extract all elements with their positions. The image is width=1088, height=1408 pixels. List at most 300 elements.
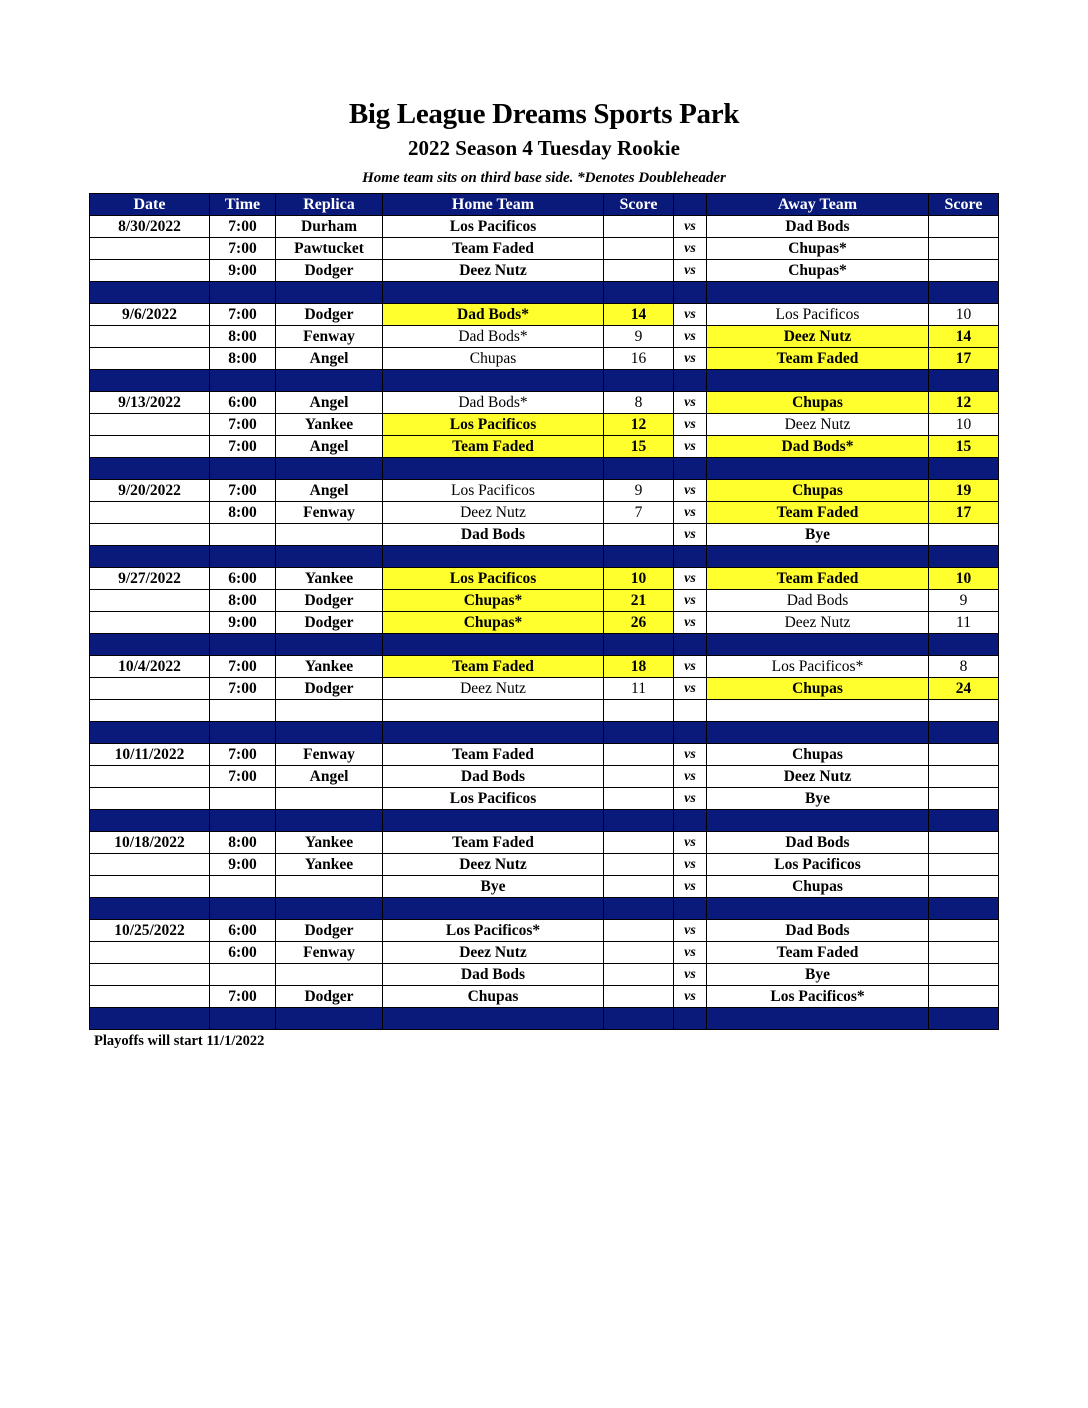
- col-header-time: Time: [210, 194, 276, 216]
- game-row: [90, 832, 999, 854]
- vs-label: vs: [674, 744, 707, 766]
- home-score: 15: [604, 436, 674, 458]
- col-header-vs: [674, 194, 707, 216]
- game-date: 9/27/2022: [90, 568, 210, 590]
- game-row: [90, 392, 999, 414]
- game-row: [90, 986, 999, 1008]
- separator-cell: [383, 370, 604, 392]
- vs-label: vs: [674, 590, 707, 612]
- separator-cell: [276, 810, 383, 832]
- home-team: Dad Bods*: [383, 392, 604, 414]
- vs-label: vs: [674, 502, 707, 524]
- home-score: [604, 832, 674, 854]
- home-score: [604, 942, 674, 964]
- empty-cell: [707, 700, 929, 722]
- separator-cell: [276, 282, 383, 304]
- separator-cell: [707, 898, 929, 920]
- separator-cell: [383, 282, 604, 304]
- separator-cell: [604, 282, 674, 304]
- game-field: Yankee: [276, 568, 383, 590]
- game-time: 6:00: [210, 942, 276, 964]
- home-score: [604, 744, 674, 766]
- vs-label: vs: [674, 854, 707, 876]
- separator-cell: [674, 370, 707, 392]
- game-row: [90, 766, 999, 788]
- home-team: Chupas*: [383, 612, 604, 634]
- empty-cell: [90, 700, 210, 722]
- home-team: Chupas*: [383, 590, 604, 612]
- home-score: 11: [604, 678, 674, 700]
- separator-cell: [929, 722, 999, 744]
- game-row: [90, 216, 999, 238]
- separator-cell: [210, 282, 276, 304]
- away-team: Chupas: [707, 392, 929, 414]
- away-team: Los Pacificos*: [707, 986, 929, 1008]
- away-team: Bye: [707, 524, 929, 546]
- separator-cell: [276, 1008, 383, 1030]
- vs-label: vs: [674, 238, 707, 260]
- away-team: Team Faded: [707, 502, 929, 524]
- game-date: [90, 502, 210, 524]
- away-team: Chupas*: [707, 238, 929, 260]
- game-field: Dodger: [276, 590, 383, 612]
- away-team: Deez Nutz: [707, 326, 929, 348]
- game-field: Yankee: [276, 414, 383, 436]
- col-header-home-team: Home Team: [383, 194, 604, 216]
- separator-cell: [707, 458, 929, 480]
- vs-label: vs: [674, 436, 707, 458]
- game-row: [90, 678, 999, 700]
- home-team: Dad Bods: [383, 964, 604, 986]
- empty-cell: [674, 700, 707, 722]
- away-team: Los Pacificos: [707, 304, 929, 326]
- page-title: Big League Dreams Sports Park: [348, 98, 740, 130]
- separator-cell: [210, 634, 276, 656]
- home-score: [604, 920, 674, 942]
- away-score: 24: [929, 678, 999, 700]
- home-team: Deez Nutz: [383, 942, 604, 964]
- away-team: Bye: [707, 788, 929, 810]
- game-row: [90, 590, 999, 612]
- game-date: [90, 436, 210, 458]
- week-separator-row: [90, 458, 999, 480]
- separator-cell: [90, 370, 210, 392]
- separator-cell: [674, 634, 707, 656]
- vs-label: vs: [674, 414, 707, 436]
- away-team: Dad Bods: [707, 920, 929, 942]
- game-field: Yankee: [276, 656, 383, 678]
- separator-cell: [674, 898, 707, 920]
- separator-cell: [929, 898, 999, 920]
- away-team: Dad Bods: [707, 590, 929, 612]
- home-team: Los Pacificos: [383, 568, 604, 590]
- home-team: Los Pacificos: [383, 216, 604, 238]
- home-team: Team Faded: [383, 832, 604, 854]
- vs-label: vs: [674, 304, 707, 326]
- game-field: [276, 876, 383, 898]
- game-field: Dodger: [276, 612, 383, 634]
- away-score: [929, 876, 999, 898]
- away-score: 15: [929, 436, 999, 458]
- game-field: Fenway: [276, 502, 383, 524]
- vs-label: vs: [674, 656, 707, 678]
- game-field: Dodger: [276, 304, 383, 326]
- game-time: 7:00: [210, 744, 276, 766]
- away-score: [929, 942, 999, 964]
- game-field: Angel: [276, 766, 383, 788]
- col-header-replica: Replica: [276, 194, 383, 216]
- game-field: Dodger: [276, 920, 383, 942]
- table-header-row: [90, 194, 999, 216]
- game-field: [276, 524, 383, 546]
- home-team: Team Faded: [383, 436, 604, 458]
- separator-cell: [929, 370, 999, 392]
- home-score: [604, 216, 674, 238]
- game-field: Angel: [276, 480, 383, 502]
- away-team: Team Faded: [707, 568, 929, 590]
- away-score: 9: [929, 590, 999, 612]
- separator-cell: [929, 458, 999, 480]
- game-date: 10/11/2022: [90, 744, 210, 766]
- separator-cell: [674, 810, 707, 832]
- separator-cell: [383, 722, 604, 744]
- home-score: 21: [604, 590, 674, 612]
- game-date: [90, 612, 210, 634]
- separator-cell: [276, 634, 383, 656]
- game-row: [90, 744, 999, 766]
- away-team: Chupas: [707, 744, 929, 766]
- game-date: [90, 986, 210, 1008]
- game-row: [90, 480, 999, 502]
- home-team: Los Pacificos: [383, 788, 604, 810]
- game-row: [90, 260, 999, 282]
- game-date: [90, 414, 210, 436]
- game-date: [90, 326, 210, 348]
- away-score: 10: [929, 304, 999, 326]
- game-date: [90, 590, 210, 612]
- game-date: 10/18/2022: [90, 832, 210, 854]
- separator-cell: [707, 810, 929, 832]
- away-team: Deez Nutz: [707, 612, 929, 634]
- away-team: Los Pacificos: [707, 854, 929, 876]
- game-time: 9:00: [210, 260, 276, 282]
- away-score: 8: [929, 656, 999, 678]
- vs-label: vs: [674, 986, 707, 1008]
- separator-cell: [383, 898, 604, 920]
- game-field: Fenway: [276, 326, 383, 348]
- game-field: Durham: [276, 216, 383, 238]
- game-date: [90, 260, 210, 282]
- game-date: 10/4/2022: [90, 656, 210, 678]
- game-date: [90, 854, 210, 876]
- game-field: Angel: [276, 436, 383, 458]
- home-score: 9: [604, 480, 674, 502]
- home-score: 14: [604, 304, 674, 326]
- week-separator-row: [90, 810, 999, 832]
- separator-cell: [90, 898, 210, 920]
- home-score: 9: [604, 326, 674, 348]
- vs-label: vs: [674, 942, 707, 964]
- away-team: Team Faded: [707, 348, 929, 370]
- game-time: 7:00: [210, 656, 276, 678]
- game-date: [90, 238, 210, 260]
- game-row: [90, 612, 999, 634]
- home-team: Team Faded: [383, 238, 604, 260]
- away-team: Dad Bods: [707, 832, 929, 854]
- separator-cell: [707, 722, 929, 744]
- game-time: 8:00: [210, 832, 276, 854]
- away-team: Chupas*: [707, 260, 929, 282]
- home-team: Team Faded: [383, 656, 604, 678]
- separator-cell: [707, 546, 929, 568]
- away-team: Dad Bods: [707, 216, 929, 238]
- schedule-note: Home team sits on third base side. *Denotes Doubleheader: [362, 170, 726, 186]
- away-score: 10: [929, 414, 999, 436]
- game-time: 7:00: [210, 480, 276, 502]
- game-date: [90, 678, 210, 700]
- separator-cell: [276, 370, 383, 392]
- separator-cell: [210, 722, 276, 744]
- home-team: Chupas: [383, 348, 604, 370]
- empty-cell: [210, 700, 276, 722]
- game-row: [90, 876, 999, 898]
- separator-cell: [383, 546, 604, 568]
- vs-label: vs: [674, 524, 707, 546]
- game-field: [276, 964, 383, 986]
- separator-cell: [604, 370, 674, 392]
- game-time: [210, 788, 276, 810]
- separator-cell: [276, 722, 383, 744]
- separator-cell: [604, 546, 674, 568]
- week-separator-row: [90, 722, 999, 744]
- separator-cell: [674, 458, 707, 480]
- game-row: [90, 942, 999, 964]
- game-row: [90, 964, 999, 986]
- separator-cell: [210, 898, 276, 920]
- home-score: [604, 524, 674, 546]
- vs-label: vs: [674, 568, 707, 590]
- game-row: [90, 920, 999, 942]
- game-row: [90, 348, 999, 370]
- away-score: 10: [929, 568, 999, 590]
- week-separator-row: [90, 898, 999, 920]
- vs-label: vs: [674, 832, 707, 854]
- game-date: [90, 766, 210, 788]
- game-time: [210, 524, 276, 546]
- away-score: [929, 920, 999, 942]
- away-team: Team Faded: [707, 942, 929, 964]
- page-subtitle: 2022 Season 4 Tuesday Rookie: [408, 136, 680, 160]
- vs-label: vs: [674, 678, 707, 700]
- game-time: 9:00: [210, 854, 276, 876]
- vs-label: vs: [674, 788, 707, 810]
- game-date: [90, 348, 210, 370]
- away-score: [929, 744, 999, 766]
- game-row: [90, 326, 999, 348]
- empty-cell: [604, 700, 674, 722]
- away-score: 12: [929, 392, 999, 414]
- separator-cell: [210, 370, 276, 392]
- game-field: Pawtucket: [276, 238, 383, 260]
- game-time: 8:00: [210, 502, 276, 524]
- away-score: [929, 854, 999, 876]
- separator-cell: [604, 898, 674, 920]
- separator-cell: [604, 810, 674, 832]
- away-team: Chupas: [707, 678, 929, 700]
- away-score: [929, 260, 999, 282]
- game-date: [90, 788, 210, 810]
- away-team: Chupas: [707, 876, 929, 898]
- col-header-home-score: Score: [604, 194, 674, 216]
- game-row: [90, 502, 999, 524]
- home-team: Team Faded: [383, 744, 604, 766]
- away-score: [929, 964, 999, 986]
- col-header-away-score: Score: [929, 194, 999, 216]
- away-score: [929, 788, 999, 810]
- away-team: Bye: [707, 964, 929, 986]
- home-score: 12: [604, 414, 674, 436]
- game-row: [90, 436, 999, 458]
- separator-cell: [210, 1008, 276, 1030]
- home-team: Chupas: [383, 986, 604, 1008]
- game-time: 6:00: [210, 392, 276, 414]
- game-row: [90, 656, 999, 678]
- home-score: [604, 964, 674, 986]
- vs-label: vs: [674, 480, 707, 502]
- game-field: Fenway: [276, 942, 383, 964]
- home-score: 8: [604, 392, 674, 414]
- separator-cell: [707, 370, 929, 392]
- vs-label: vs: [674, 260, 707, 282]
- week-separator-row: [90, 546, 999, 568]
- game-date: 10/25/2022: [90, 920, 210, 942]
- away-team: Los Pacificos*: [707, 656, 929, 678]
- away-score: 17: [929, 502, 999, 524]
- home-score: [604, 986, 674, 1008]
- home-team: Deez Nutz: [383, 678, 604, 700]
- away-score: 14: [929, 326, 999, 348]
- game-field: [276, 788, 383, 810]
- separator-cell: [276, 458, 383, 480]
- game-row: [90, 304, 999, 326]
- home-score: 7: [604, 502, 674, 524]
- home-score: [604, 238, 674, 260]
- separator-cell: [210, 546, 276, 568]
- home-team: Los Pacificos: [383, 414, 604, 436]
- vs-label: vs: [674, 766, 707, 788]
- game-date: [90, 964, 210, 986]
- vs-label: vs: [674, 348, 707, 370]
- home-team: Dad Bods*: [383, 304, 604, 326]
- game-row: [90, 854, 999, 876]
- home-team: Dad Bods: [383, 524, 604, 546]
- week-separator-row: [90, 1008, 999, 1030]
- week-separator-row: [90, 634, 999, 656]
- empty-row: [90, 700, 999, 722]
- game-time: 8:00: [210, 348, 276, 370]
- home-score: [604, 260, 674, 282]
- game-field: Dodger: [276, 678, 383, 700]
- vs-label: vs: [674, 876, 707, 898]
- game-row: [90, 568, 999, 590]
- away-score: [929, 238, 999, 260]
- separator-cell: [276, 546, 383, 568]
- separator-cell: [604, 722, 674, 744]
- game-date: 9/20/2022: [90, 480, 210, 502]
- game-time: 8:00: [210, 326, 276, 348]
- game-time: 7:00: [210, 678, 276, 700]
- separator-cell: [707, 282, 929, 304]
- separator-cell: [90, 458, 210, 480]
- home-team: Dad Bods: [383, 766, 604, 788]
- week-separator-row: [90, 370, 999, 392]
- away-team: Dad Bods*: [707, 436, 929, 458]
- empty-cell: [276, 700, 383, 722]
- game-date: [90, 942, 210, 964]
- away-score: [929, 524, 999, 546]
- game-time: 7:00: [210, 238, 276, 260]
- game-time: 6:00: [210, 568, 276, 590]
- separator-cell: [90, 546, 210, 568]
- game-field: Yankee: [276, 854, 383, 876]
- empty-cell: [929, 700, 999, 722]
- col-header-away-team: Away Team: [707, 194, 929, 216]
- separator-cell: [674, 282, 707, 304]
- separator-cell: [90, 722, 210, 744]
- schedule-body: [90, 216, 999, 1030]
- separator-cell: [90, 282, 210, 304]
- separator-cell: [707, 634, 929, 656]
- game-field: Fenway: [276, 744, 383, 766]
- separator-cell: [604, 458, 674, 480]
- away-score: 19: [929, 480, 999, 502]
- game-date: 9/13/2022: [90, 392, 210, 414]
- home-team: Deez Nutz: [383, 854, 604, 876]
- home-score: 18: [604, 656, 674, 678]
- col-header-date: Date: [90, 194, 210, 216]
- away-team: Deez Nutz: [707, 766, 929, 788]
- game-date: 8/30/2022: [90, 216, 210, 238]
- separator-cell: [210, 810, 276, 832]
- footer-note: Playoffs will start 11/1/2022: [94, 1033, 265, 1049]
- separator-cell: [90, 810, 210, 832]
- separator-cell: [929, 546, 999, 568]
- separator-cell: [90, 634, 210, 656]
- home-team: Deez Nutz: [383, 502, 604, 524]
- away-score: [929, 832, 999, 854]
- schedule-table: [89, 193, 999, 1030]
- separator-cell: [210, 458, 276, 480]
- game-field: Angel: [276, 348, 383, 370]
- game-field: Dodger: [276, 986, 383, 1008]
- vs-label: vs: [674, 920, 707, 942]
- away-score: [929, 766, 999, 788]
- week-separator-row: [90, 282, 999, 304]
- separator-cell: [929, 634, 999, 656]
- separator-cell: [674, 722, 707, 744]
- empty-cell: [383, 700, 604, 722]
- game-time: 9:00: [210, 612, 276, 634]
- game-time: 7:00: [210, 766, 276, 788]
- separator-cell: [674, 1008, 707, 1030]
- home-score: 16: [604, 348, 674, 370]
- game-date: 9/6/2022: [90, 304, 210, 326]
- away-score: 17: [929, 348, 999, 370]
- separator-cell: [383, 1008, 604, 1030]
- separator-cell: [383, 458, 604, 480]
- game-time: 6:00: [210, 920, 276, 942]
- game-time: 7:00: [210, 304, 276, 326]
